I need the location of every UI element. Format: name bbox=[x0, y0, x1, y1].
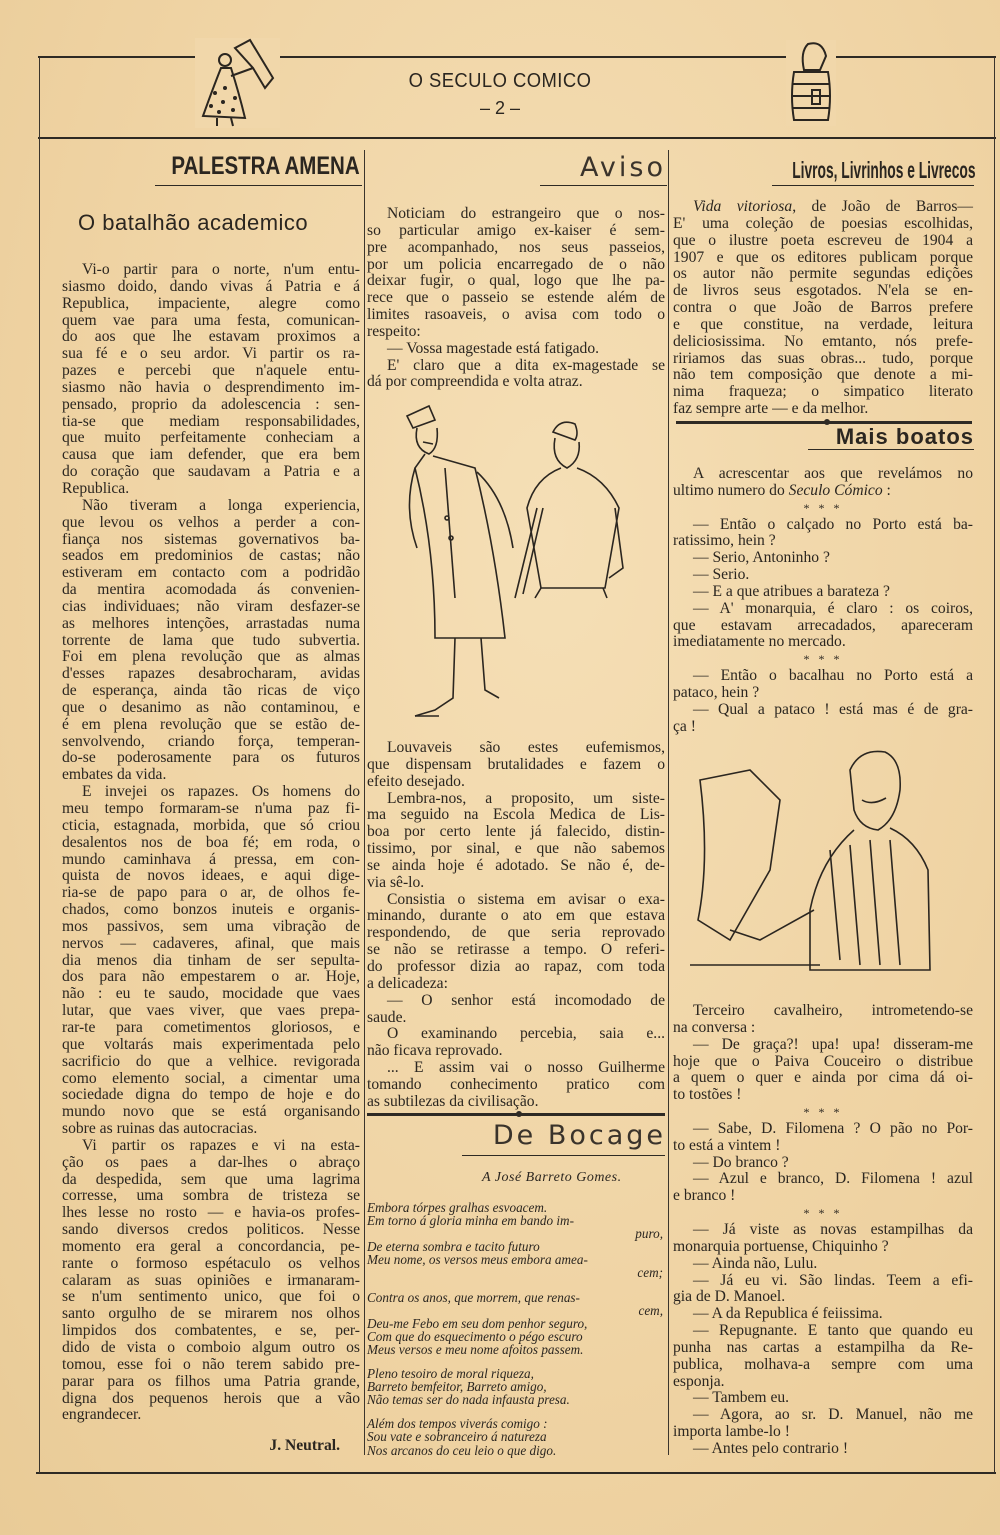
text-line: mundo caminhava á pressa, em con- bbox=[62, 850, 360, 868]
text-line: Consistia o sistema em avisar o exa- bbox=[387, 890, 665, 908]
italic-title: Seculo Cómico bbox=[788, 481, 883, 499]
text-line: — Já eu vi. São lindas. Teem a efi- bbox=[693, 1271, 973, 1289]
text-line: O examinando percebia, saia e... bbox=[387, 1025, 665, 1043]
text-line: punha nas cartas a estampilha da Re- bbox=[673, 1338, 973, 1356]
poem-stanza bbox=[367, 1367, 663, 1406]
article-body-batalhao bbox=[62, 262, 360, 1424]
poem-line: Embora tórpes gralhas esvoacem. bbox=[367, 1200, 548, 1215]
text-line: sobre as ruinas das autocracias. bbox=[62, 1120, 258, 1138]
section-separator-asterisks: * * * bbox=[803, 652, 843, 667]
text-line: chados, como bonzos inuteis e organis- bbox=[62, 901, 360, 919]
text-line: — Já viste as novas estampilhas da bbox=[693, 1220, 973, 1238]
text-line: tomou, esse foi o não terem sabido pre- bbox=[62, 1355, 360, 1373]
text-line: — De graça?! upa! upa! disseram-me bbox=[693, 1035, 973, 1053]
text-line: por um policia encarregado de o não bbox=[367, 255, 665, 273]
text-line: dos para não empestarem o ar. Hoje, bbox=[62, 968, 360, 986]
poem-line: Com que do esquecimento o pégo escuro bbox=[367, 1328, 583, 1344]
text-line: se não se retirasse a tempo. O referi- bbox=[367, 941, 665, 959]
text-line: ça ! bbox=[673, 717, 696, 735]
text-line: deixar fugir, o qual, logo que lhe pa- bbox=[367, 272, 665, 290]
text-segment: , de João de Barros— bbox=[792, 198, 974, 215]
text-line: quista de novos ideaes, e aqui dige- bbox=[62, 867, 360, 885]
poem-line: puro, bbox=[635, 1226, 663, 1242]
poem-stanza bbox=[367, 1201, 663, 1280]
text-line: tomando conhecimento pratico com bbox=[367, 1075, 665, 1093]
poem-line: Além dos tempos viverás comigo : bbox=[367, 1416, 548, 1432]
text-line: e que constitue, na verdade, leitura bbox=[673, 315, 973, 333]
text-line: siasmo não havia o desprendimento im- bbox=[62, 378, 360, 396]
poem-line: Deu-me Febo em seu dom penhor seguro, bbox=[367, 1315, 588, 1331]
text-line: esponja. bbox=[673, 1372, 725, 1390]
section-separator-asterisks: * * * bbox=[803, 1105, 843, 1120]
text-line: senvolvendo, criando força, temperan- bbox=[62, 732, 360, 750]
text-line: dia menos dia tinham de ser sepulta- bbox=[62, 951, 360, 969]
poem-line: Não temas ser do nada infausta presa. bbox=[367, 1392, 570, 1408]
text-line: lhes lesse no rosto — e havia-os profes- bbox=[62, 1204, 360, 1222]
text-line: to tostões ! bbox=[673, 1086, 742, 1104]
text-line: — Serio, Antoninho ? bbox=[693, 549, 830, 567]
text-line: sociedade digna do tempo de hoje e do bbox=[62, 1086, 360, 1104]
section-heading-mais-boatos: Mais boatos bbox=[835, 424, 974, 449]
heading-rule bbox=[540, 185, 667, 186]
text-line: dá por compreendida e volta atraz. bbox=[367, 373, 583, 391]
text-line: que o desanimo as não contaminou, e bbox=[62, 698, 360, 716]
text-line bbox=[673, 483, 973, 500]
text-line: se ainda hoje é adotado. Se não é, de- bbox=[367, 856, 665, 874]
text-line: deliciosissima. No emtanto, nós prefe- bbox=[673, 332, 973, 350]
text-line: rece que o passeio se estende além de bbox=[367, 289, 665, 307]
heading-rule bbox=[808, 449, 974, 450]
text-line: santo orgulho de se mirarem nos olhos bbox=[62, 1305, 360, 1323]
poem-line: Barreto bemfeitor, Barreto amigo, bbox=[367, 1379, 547, 1395]
section-heading-livros: Livros, Livrinhos e Livrecos bbox=[791, 157, 975, 183]
text-line: saude. bbox=[367, 1008, 407, 1026]
heading-rule bbox=[155, 185, 362, 186]
text-line: Republica. bbox=[62, 479, 130, 497]
text-line: de esperança, ainda tão ricas de viço bbox=[62, 682, 360, 700]
text-line: to está a vintem ! bbox=[673, 1136, 781, 1154]
text-line: a delicadeza: bbox=[367, 974, 448, 992]
text-line: do coração que saudavam a Patria e a bbox=[62, 463, 360, 481]
text-line: gia de D. Manoel. bbox=[673, 1288, 786, 1306]
poem-dedication: A José Barreto Gomes. bbox=[482, 1170, 622, 1185]
text-line: d'esses rapazes desabrocharam, avidas bbox=[62, 665, 360, 683]
masthead-rule bbox=[38, 137, 996, 139]
top-rule bbox=[38, 56, 996, 58]
text-line: pre acompanhado, nos seus passeios, bbox=[367, 238, 665, 256]
text-line: Vi partir os rapazes e vi na esta- bbox=[82, 1136, 360, 1154]
text-line: imediatamente no mercado. bbox=[673, 633, 846, 651]
text-line: ratissimo, hein ? bbox=[673, 532, 776, 550]
kaiser-and-policeman-illustration bbox=[395, 398, 635, 728]
text-line: — Repugnante. E tanto que quando eu bbox=[693, 1322, 973, 1340]
text-line: Vi-o partir para o norte, n'um entu- bbox=[82, 261, 360, 278]
text-line: minando, durante o ato em que estava bbox=[367, 907, 665, 925]
column-rule-1 bbox=[364, 150, 365, 1455]
text-line: momento era geral a concordancia, pe- bbox=[62, 1237, 360, 1255]
left-border bbox=[39, 57, 40, 1473]
text-line: de livros seus esgotados. N'ela se en- bbox=[673, 282, 973, 300]
section-separator-asterisks: * * * bbox=[803, 500, 843, 515]
article-signature: J. Neutral. bbox=[269, 1437, 340, 1454]
text-line: não tem composição que denote a mi- bbox=[673, 366, 973, 384]
italic-title: Vida vitoriosa bbox=[693, 198, 793, 215]
poem-line: Meu nome, os versos meus embora amea- bbox=[367, 1252, 588, 1268]
text-line: A acrescentar aos que revelámos no bbox=[693, 465, 973, 482]
text-line: da mentira acomodada ás convenien- bbox=[62, 581, 360, 599]
text-line: E' uma coleção de poesias escolhidas, bbox=[673, 214, 973, 232]
text-line bbox=[673, 199, 973, 216]
text-line: parar para os filhos uma Patria grande, bbox=[62, 1372, 360, 1390]
poem-line: Pleno tesoiro de moral riqueza, bbox=[367, 1366, 534, 1382]
text-line: faz sempre arte — e da melhor. bbox=[673, 400, 869, 418]
article-body-aviso-continued bbox=[367, 740, 665, 1111]
text-line: sua fé e o seu ardor. Vi partir os ra- bbox=[62, 345, 360, 363]
text-line: tia-se que mediam responsabilidades, bbox=[62, 412, 360, 430]
text-line: 1907 e que os editores publicam porque bbox=[673, 248, 973, 266]
text-line: — Tambem eu. bbox=[693, 1389, 790, 1407]
text-line: ria-se de papo para o ar, de olhos fe- bbox=[62, 884, 360, 902]
text-line: — Qual a pataco ! está mas é de gra- bbox=[693, 700, 973, 718]
text-line: — Vossa magestade está fatigado. bbox=[387, 339, 600, 357]
section-separator-asterisks: * * * bbox=[803, 1206, 843, 1221]
text-line: monarquia portuense, Chiquinho ? bbox=[673, 1237, 889, 1255]
poem-stanza bbox=[367, 1291, 663, 1356]
text-line: que dispensam brutalidades e fazem o bbox=[367, 755, 665, 773]
text-segment: ultimo numero do bbox=[673, 481, 789, 499]
text-line: ma seguido na Escola Medica de Lis- bbox=[367, 806, 665, 824]
text-line: corresse, uma sombra de tristeza se bbox=[62, 1187, 360, 1205]
text-line: digna dos pequenos herois que a vão bbox=[62, 1389, 360, 1407]
text-line: — Serio. bbox=[693, 566, 750, 584]
text-line: nervos — cadaveres, afinal, que mais bbox=[62, 934, 360, 952]
text-line: — Do branco ? bbox=[693, 1153, 789, 1171]
text-line: — Azul e branco, D. Filomena ! azul bbox=[693, 1170, 973, 1188]
section-heading-palestra-amena: PALESTRA AMENA bbox=[171, 152, 360, 180]
text-line: limites rasoaveis, o avisa com todo o bbox=[367, 306, 665, 324]
text-line: meu tempo formaram-se n'uma paz fi- bbox=[62, 800, 360, 817]
text-line: importa lambe-lo ! bbox=[673, 1423, 790, 1441]
text-line: seados em predominios de castas; não bbox=[62, 547, 360, 565]
poem-line: Em torno á gloria minha em bando im- bbox=[367, 1213, 574, 1229]
text-line: sacrificio do que a velhice. revigorada bbox=[62, 1052, 360, 1070]
text-line: e branco ! bbox=[673, 1187, 736, 1205]
text-line: não : eu te saudo, mocidade que vaes bbox=[62, 985, 360, 1003]
text-line: nima fraqueza; o simpatico literato bbox=[673, 383, 973, 401]
text-line: estiveram em contacto com a podridão bbox=[62, 564, 360, 582]
text-line: efeito desejado. bbox=[367, 772, 465, 790]
text-line: Não tiveram a longa experiencia, bbox=[82, 496, 360, 514]
column-rule-2 bbox=[668, 150, 669, 1455]
text-line: Republica, impaciente, alegre como bbox=[62, 294, 360, 312]
article-body-mais-boatos bbox=[673, 466, 973, 736]
text-line: ririamos das suas obras... tudo, porque bbox=[673, 349, 973, 367]
text-line: é em plena revolução que se estão de- bbox=[62, 715, 360, 733]
text-line: do-se poderosamente para os futuros bbox=[62, 749, 360, 767]
text-line: calaram as suas opiniões e irmanaram- bbox=[62, 1271, 360, 1289]
text-line: engrandecer. bbox=[62, 1406, 142, 1424]
text-line: Foi em plena revolução que as almas bbox=[62, 648, 360, 666]
heading-rule bbox=[462, 1155, 665, 1156]
text-segment: : bbox=[882, 481, 891, 499]
heading-rule bbox=[772, 185, 974, 186]
text-line: — Então o bacalhau no Porto está a bbox=[693, 667, 973, 685]
text-line: hoje que o Paiva Couceiro o distribue bbox=[673, 1052, 973, 1070]
text-line: siasmo doido, dando vivas á Patria e á bbox=[62, 277, 360, 295]
text-line: — Ainda não, Lulu. bbox=[693, 1254, 818, 1272]
article-body-livros bbox=[673, 199, 973, 418]
text-line: E invejei os rapazes. Os homens do bbox=[82, 783, 360, 801]
text-line: mundo novo que se está organisando bbox=[62, 1103, 360, 1121]
text-line: as subtilezas da civilisação. bbox=[367, 1092, 539, 1110]
poem-line: Contra os anos, que morrem, que renas- bbox=[367, 1289, 580, 1305]
text-line: Louvaveis são estes eufemismos, bbox=[387, 739, 665, 756]
text-line: boa por certo lente já falecido, distin- bbox=[367, 823, 665, 841]
text-line: via sê-lo. bbox=[367, 873, 425, 891]
text-line: dido de vista o comboio algum outro os bbox=[62, 1339, 360, 1356]
text-line: torrente de lama que tudo subvertia. bbox=[62, 631, 360, 649]
text-line: a quem o quer e ainda por cima dá oi- bbox=[673, 1069, 973, 1087]
text-line: — Agora, ao sr. D. Manuel, não me bbox=[693, 1406, 973, 1424]
text-line: so particular amigo ex-kaiser é sem- bbox=[367, 221, 665, 239]
poem-line: cem, bbox=[638, 1302, 663, 1318]
text-line: Lembra-nos, a proposito, um siste- bbox=[387, 789, 665, 807]
right-border bbox=[994, 57, 995, 1473]
article-body-mais-boatos-continued bbox=[673, 1003, 973, 1458]
gentleman-with-paper-illustration bbox=[690, 740, 975, 1000]
poem-stanza bbox=[367, 1417, 663, 1456]
text-line: se n'um sentimento unico, que foi o bbox=[62, 1288, 360, 1306]
text-line: como elemento social, a cimentar uma bbox=[62, 1069, 360, 1087]
text-line: da despedida, sem que uma lagrima bbox=[62, 1170, 360, 1188]
poem-line: Nos arcanos do ceu leio o que digo. bbox=[367, 1442, 557, 1458]
text-line: respeito: bbox=[367, 322, 421, 340]
text-line: publica, molhava-a sempre com uma bbox=[673, 1355, 973, 1373]
text-line: não ficava reprovado. bbox=[367, 1042, 503, 1060]
text-line: os autor não permite segundas edições bbox=[673, 265, 973, 283]
text-line: ção os paes a dar-lhes o abraço bbox=[62, 1153, 360, 1171]
poem-line: cem; bbox=[637, 1265, 663, 1281]
text-line: E' claro que a dita ex-magestade se bbox=[387, 356, 665, 374]
bottom-rule bbox=[36, 1472, 996, 1474]
text-line: pataco, hein ? bbox=[673, 683, 760, 701]
article-title: O batalhão academico bbox=[78, 210, 309, 235]
text-line: que voltarás mais experimentada pelo bbox=[62, 1035, 360, 1053]
section-heading-de-bocage: De Bocage bbox=[492, 1120, 666, 1151]
masthead-title: O SECULO COMICO bbox=[408, 70, 592, 92]
ornamental-rule bbox=[367, 1113, 665, 1116]
text-line: pazes e percebi que n'aquele entu- bbox=[62, 362, 360, 380]
text-line: Terceiro cavalheiro, intrometendo-se bbox=[693, 1002, 973, 1019]
text-line: — Sabe, D. Filomena ? O pão no Por- bbox=[693, 1119, 973, 1137]
page-number: – 2 – bbox=[479, 98, 521, 118]
text-line: — Então o calçado no Porto está ba- bbox=[693, 515, 973, 533]
poem-line: Meus versos e meu nome afoitos passem. bbox=[367, 1341, 584, 1357]
text-line: — O senhor está incomodado de bbox=[387, 991, 665, 1009]
text-line: as melhores intenções, arrastadas numa bbox=[62, 614, 360, 632]
section-heading-aviso: Aviso bbox=[580, 152, 666, 183]
text-line: cias individuaes; não viram desfazer-se bbox=[62, 597, 360, 615]
text-line: limpidos dos combatentes, e se, per- bbox=[62, 1322, 360, 1340]
poem-line: De eterna sombra e tacito futuro bbox=[367, 1239, 540, 1255]
text-line: ... E assim vai o nosso Guilherme bbox=[387, 1059, 665, 1077]
text-line: mos passivos, sem uma vibração de bbox=[62, 917, 360, 935]
text-line: pensado, proprio da adolescencia : sen- bbox=[62, 395, 360, 413]
text-line: — A da Republica é feiissima. bbox=[693, 1305, 883, 1323]
text-line: rante o formoso espétaculo os velhos bbox=[62, 1254, 360, 1272]
text-line: — Antes pelo contrario ! bbox=[693, 1439, 849, 1457]
text-line: respondendo, de que seria reprovado bbox=[367, 924, 665, 942]
text-line: do aos que lhe estavam proximos a bbox=[62, 328, 360, 346]
text-line: Noticiam do estrangeiro que o nos- bbox=[387, 205, 665, 222]
poem-line: Sou vate e sobranceiro á natureza bbox=[367, 1429, 547, 1445]
text-line: que levou os velhos a perder a con- bbox=[62, 513, 360, 531]
text-line: sando diversos credos politicos. Nesse bbox=[62, 1221, 360, 1239]
text-line: na conversa : bbox=[673, 1018, 756, 1036]
text-line: tissimo, por sinal, e que não sabemos bbox=[367, 840, 665, 858]
text-line: quem vae para uma festa, comunican- bbox=[62, 311, 360, 329]
text-line: que estavam arrecadados, apareceram bbox=[673, 616, 973, 634]
text-line: contra o que João de Barros prefere bbox=[673, 299, 973, 317]
text-line: causa que iam defender, que era bem bbox=[62, 446, 360, 464]
text-line: fiança nos sistemas governativos ba- bbox=[62, 530, 360, 548]
text-line: — E a que atribues a barateza ? bbox=[693, 582, 890, 600]
article-body-aviso bbox=[367, 206, 665, 391]
text-line: desalentos nos de boa fé; em roda, o bbox=[62, 833, 360, 851]
text-line: lutar, que vaes viver, que vaes prepa- bbox=[62, 1002, 360, 1020]
poem-de-bocage bbox=[367, 1201, 663, 1468]
text-line: embates da vida. bbox=[62, 766, 167, 784]
text-line: do professor dizia ao rapaz, com toda bbox=[367, 957, 665, 975]
text-line: — A' monarquia, é claro : os coiros, bbox=[693, 599, 973, 617]
text-line: cticia, estagnada, morbida, que só criou bbox=[62, 816, 360, 834]
text-line: que o ilustre poeta escreveu de 1904 a bbox=[673, 231, 973, 249]
text-line: que muito perfeitamente conheciam a bbox=[62, 429, 360, 447]
text-line: rar-te para cometimentos gloriosos, e bbox=[62, 1018, 360, 1036]
